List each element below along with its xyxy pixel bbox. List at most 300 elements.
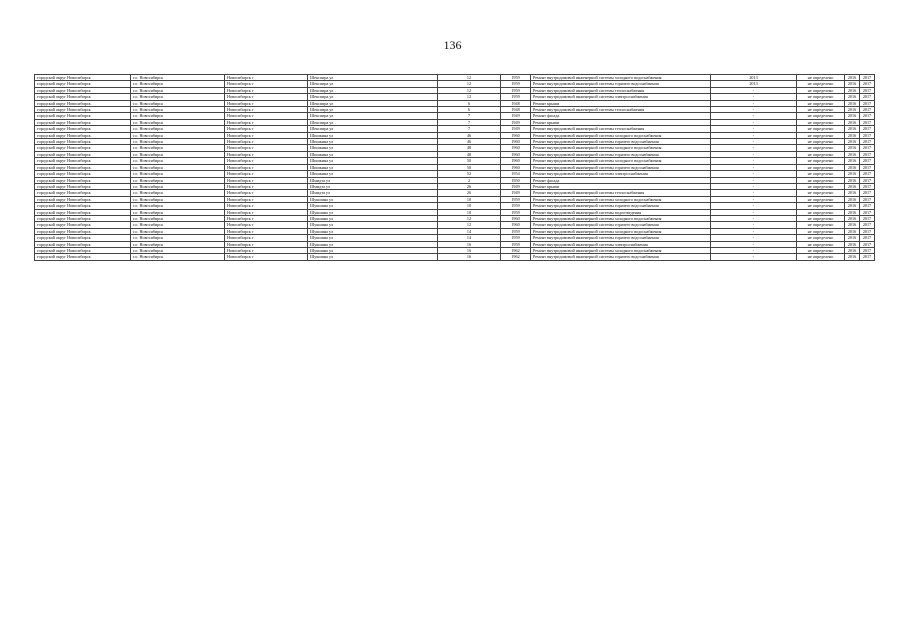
build-year-cell: 1960	[501, 222, 531, 228]
city-cell: Новосибирск г	[225, 94, 308, 100]
repair-schedule-table	[34, 74, 875, 261]
end-year-cell: 2017	[860, 177, 875, 183]
work-type-cell: Ремонт внутридомовой инженерной системы холодного водоснабжения	[531, 158, 711, 164]
street-cell: Шукшина ул	[308, 235, 438, 241]
cost-cell: не определено	[797, 139, 845, 145]
district-cell: г.о. Новосибирск	[131, 81, 225, 87]
district-cell: г.о. Новосибирск	[131, 151, 225, 157]
end-year-cell: 2017	[860, 119, 875, 125]
build-year-cell: 1949	[501, 190, 531, 196]
work-type-cell: Ремонт внутридомовой инженерной системы горячего водоснабжения	[531, 203, 711, 209]
cost-cell: не определено	[797, 183, 845, 189]
street-cell: Шукшина ул	[308, 222, 438, 228]
end-year-cell: 2017	[860, 228, 875, 234]
prior-year-cell: -	[711, 145, 797, 151]
city-cell: Новосибирск г	[225, 126, 308, 132]
prior-year-cell: -	[711, 132, 797, 138]
district-cell: г.о. Новосибирск	[131, 183, 225, 189]
end-year-cell: 2017	[860, 222, 875, 228]
municipality-cell: городской округ Новосибирск	[35, 215, 131, 221]
build-year-cell: 1960	[501, 139, 531, 145]
cost-cell: не определено	[797, 254, 845, 260]
end-year-cell: 2017	[860, 107, 875, 113]
start-year-cell: 2016	[845, 228, 860, 234]
end-year-cell: 2017	[860, 183, 875, 189]
cost-cell: не определено	[797, 247, 845, 253]
end-year-cell: 2017	[860, 196, 875, 202]
house-number-cell: 52	[438, 171, 501, 177]
start-year-cell: 2016	[845, 139, 860, 145]
start-year-cell: 2016	[845, 119, 860, 125]
house-number-cell: 12	[438, 222, 501, 228]
table-row	[35, 254, 875, 260]
street-cell: Шмидта ул	[308, 177, 438, 183]
build-year-cell: 1959	[501, 75, 531, 81]
start-year-cell: 2016	[845, 81, 860, 87]
end-year-cell: 2017	[860, 81, 875, 87]
work-type-cell: Ремонт внутридомовой инженерной системы холодного водоснабжения	[531, 132, 711, 138]
start-year-cell: 2016	[845, 241, 860, 247]
cost-cell: не определено	[797, 164, 845, 170]
street-cell: Шекспира ул	[308, 119, 438, 125]
prior-year-cell: -	[711, 235, 797, 241]
prior-year-cell: -	[711, 177, 797, 183]
cost-cell: не определено	[797, 75, 845, 81]
work-type-cell: Ремонт внутридомовой инженерной системы теплоснабжения	[531, 107, 711, 113]
city-cell: Новосибирск г	[225, 158, 308, 164]
cost-cell: не определено	[797, 215, 845, 221]
work-type-cell: Ремонт внутридомовой инженерной системы горячего водоснабжения	[531, 151, 711, 157]
start-year-cell: 2016	[845, 222, 860, 228]
prior-year-cell: -	[711, 158, 797, 164]
work-type-cell: Ремонт внутридомовой инженерной системы холодного водоснабжения	[531, 75, 711, 81]
work-type-cell: Ремонт крыши	[531, 183, 711, 189]
district-cell: г.о. Новосибирск	[131, 190, 225, 196]
start-year-cell: 2016	[845, 190, 860, 196]
build-year-cell: 1959	[501, 241, 531, 247]
cost-cell: не определено	[797, 235, 845, 241]
street-cell: Шукшина ул	[308, 228, 438, 234]
end-year-cell: 2017	[860, 215, 875, 221]
city-cell: Новосибирск г	[225, 132, 308, 138]
build-year-cell: 1959	[501, 81, 531, 87]
work-type-cell: Ремонт внутридомовой инженерной системы теплоснабжения	[531, 190, 711, 196]
work-type-cell: Ремонт внутридомовой инженерной системы водоотведения	[531, 209, 711, 215]
street-cell: Шишкина ул	[308, 139, 438, 145]
city-cell: Новосибирск г	[225, 183, 308, 189]
prior-year-cell: -	[711, 107, 797, 113]
municipality-cell: городской округ Новосибирск	[35, 132, 131, 138]
municipality-cell: городской округ Новосибирск	[35, 119, 131, 125]
prior-year-cell: -	[711, 196, 797, 202]
municipality-cell: городской округ Новосибирск	[35, 87, 131, 93]
prior-year-cell: -	[711, 228, 797, 234]
work-type-cell: Ремонт внутридомовой инженерной системы холодного водоснабжения	[531, 215, 711, 221]
district-cell: г.о. Новосибирск	[131, 87, 225, 93]
prior-year-cell: -	[711, 164, 797, 170]
cost-cell: не определено	[797, 113, 845, 119]
cost-cell: не определено	[797, 119, 845, 125]
street-cell: Шукшина ул	[308, 196, 438, 202]
prior-year-cell: -	[711, 183, 797, 189]
cost-cell: не определено	[797, 177, 845, 183]
cost-cell: не определено	[797, 241, 845, 247]
house-number-cell: 16	[438, 241, 501, 247]
street-cell: Шукшина ул	[308, 254, 438, 260]
start-year-cell: 2016	[845, 215, 860, 221]
city-cell: Новосибирск г	[225, 247, 308, 253]
house-number-cell: 12	[438, 81, 501, 87]
end-year-cell: 2017	[860, 139, 875, 145]
prior-year-cell: -	[711, 119, 797, 125]
end-year-cell: 2017	[860, 203, 875, 209]
build-year-cell: 1949	[501, 113, 531, 119]
end-year-cell: 2017	[860, 158, 875, 164]
street-cell: Шишкина ул	[308, 158, 438, 164]
city-cell: Новосибирск г	[225, 203, 308, 209]
house-number-cell: 14	[438, 228, 501, 234]
municipality-cell: городской округ Новосибирск	[35, 158, 131, 164]
end-year-cell: 2017	[860, 247, 875, 253]
street-cell: Шекспира ул	[308, 126, 438, 132]
build-year-cell: 1959	[501, 203, 531, 209]
work-type-cell: Ремонт внутридомовой инженерной системы теплоснабжения	[531, 87, 711, 93]
cost-cell: не определено	[797, 94, 845, 100]
end-year-cell: 2017	[860, 126, 875, 132]
start-year-cell: 2016	[845, 126, 860, 132]
build-year-cell: 1950	[501, 177, 531, 183]
work-type-cell: Ремонт фасада	[531, 177, 711, 183]
start-year-cell: 2016	[845, 247, 860, 253]
city-cell: Новосибирск г	[225, 177, 308, 183]
city-cell: Новосибирск г	[225, 81, 308, 87]
house-number-cell: 2	[438, 177, 501, 183]
municipality-cell: городской округ Новосибирск	[35, 94, 131, 100]
start-year-cell: 2016	[845, 158, 860, 164]
city-cell: Новосибирск г	[225, 119, 308, 125]
cost-cell: не определено	[797, 126, 845, 132]
build-year-cell: 1960	[501, 145, 531, 151]
municipality-cell: городской округ Новосибирск	[35, 209, 131, 215]
end-year-cell: 2017	[860, 132, 875, 138]
municipality-cell: городской округ Новосибирск	[35, 145, 131, 151]
house-number-cell: 10	[438, 203, 501, 209]
work-type-cell: Ремонт внутридомовой инженерной системы горячего водоснабжения	[531, 235, 711, 241]
city-cell: Новосибирск г	[225, 235, 308, 241]
build-year-cell: 1948	[501, 100, 531, 106]
end-year-cell: 2017	[860, 94, 875, 100]
district-cell: г.о. Новосибирск	[131, 158, 225, 164]
street-cell: Шекспира ул	[308, 113, 438, 119]
city-cell: Новосибирск г	[225, 241, 308, 247]
cost-cell: не определено	[797, 190, 845, 196]
prior-year-cell: -	[711, 190, 797, 196]
municipality-cell: городской округ Новосибирск	[35, 75, 131, 81]
street-cell: Шишкина ул	[308, 145, 438, 151]
street-cell: Шукшина ул	[308, 241, 438, 247]
end-year-cell: 2017	[860, 190, 875, 196]
start-year-cell: 2016	[845, 203, 860, 209]
municipality-cell: городской округ Новосибирск	[35, 177, 131, 183]
municipality-cell: городской округ Новосибирск	[35, 235, 131, 241]
district-cell: г.о. Новосибирск	[131, 139, 225, 145]
work-type-cell: Ремонт внутридомовой инженерной системы холодного водоснабжения	[531, 228, 711, 234]
house-number-cell: 14	[438, 235, 501, 241]
district-cell: г.о. Новосибирск	[131, 215, 225, 221]
prior-year-cell: -	[711, 215, 797, 221]
district-cell: г.о. Новосибирск	[131, 222, 225, 228]
cost-cell: не определено	[797, 196, 845, 202]
house-number-cell: 16	[438, 247, 501, 253]
work-type-cell: Ремонт внутридомовой инженерной системы горячего водоснабжения	[531, 81, 711, 87]
district-cell: г.о. Новосибирск	[131, 164, 225, 170]
cost-cell: не определено	[797, 158, 845, 164]
build-year-cell: 1959	[501, 209, 531, 215]
prior-year-cell: -	[711, 151, 797, 157]
municipality-cell: городской округ Новосибирск	[35, 151, 131, 157]
house-number-cell: 12	[438, 215, 501, 221]
start-year-cell: 2016	[845, 254, 860, 260]
build-year-cell: 1949	[501, 119, 531, 125]
street-cell: Шишкина ул	[308, 132, 438, 138]
build-year-cell: 1960	[501, 158, 531, 164]
house-number-cell: 50	[438, 158, 501, 164]
cost-cell: не определено	[797, 81, 845, 87]
street-cell: Шмидта ул	[308, 190, 438, 196]
start-year-cell: 2016	[845, 209, 860, 215]
municipality-cell: городской округ Новосибирск	[35, 203, 131, 209]
work-type-cell: Ремонт внутридомовой инженерной системы электроснабжения	[531, 171, 711, 177]
build-year-cell: 1954	[501, 171, 531, 177]
city-cell: Новосибирск г	[225, 107, 308, 113]
prior-year-cell: -	[711, 139, 797, 145]
municipality-cell: городской округ Новосибирск	[35, 113, 131, 119]
street-cell: Шукшина ул	[308, 247, 438, 253]
build-year-cell: 1960	[501, 215, 531, 221]
city-cell: Новосибирск г	[225, 75, 308, 81]
start-year-cell: 2016	[845, 235, 860, 241]
house-number-cell: 48	[438, 145, 501, 151]
district-cell: г.о. Новосибирск	[131, 132, 225, 138]
start-year-cell: 2016	[845, 94, 860, 100]
cost-cell: не определено	[797, 100, 845, 106]
city-cell: Новосибирск г	[225, 171, 308, 177]
start-year-cell: 2016	[845, 145, 860, 151]
prior-year-cell: -	[711, 222, 797, 228]
municipality-cell: городской округ Новосибирск	[35, 228, 131, 234]
start-year-cell: 2016	[845, 151, 860, 157]
cost-cell: не определено	[797, 145, 845, 151]
work-type-cell: Ремонт внутридомовой инженерной системы горячего водоснабжения	[531, 164, 711, 170]
street-cell: Шекспира ул	[308, 107, 438, 113]
end-year-cell: 2017	[860, 151, 875, 157]
work-type-cell: Ремонт крыши	[531, 119, 711, 125]
city-cell: Новосибирск г	[225, 215, 308, 221]
house-number-cell: 7	[438, 113, 501, 119]
end-year-cell: 2017	[860, 87, 875, 93]
prior-year-cell: -	[711, 87, 797, 93]
city-cell: Новосибирск г	[225, 139, 308, 145]
start-year-cell: 2016	[845, 113, 860, 119]
district-cell: г.о. Новосибирск	[131, 171, 225, 177]
end-year-cell: 2017	[860, 171, 875, 177]
work-type-cell: Ремонт внутридомовой инженерной системы горячего водоснабжения	[531, 139, 711, 145]
house-number-cell: 12	[438, 75, 501, 81]
house-number-cell: 10	[438, 196, 501, 202]
street-cell: Шекспира ул	[308, 100, 438, 106]
work-type-cell: Ремонт внутридомовой инженерной системы холодного водоснабжения	[531, 247, 711, 253]
district-cell: г.о. Новосибирск	[131, 94, 225, 100]
prior-year-cell: -	[711, 247, 797, 253]
work-type-cell: Ремонт внутридомовой инженерной системы электроснабжения	[531, 94, 711, 100]
house-number-cell: 6	[438, 107, 501, 113]
cost-cell: не определено	[797, 151, 845, 157]
end-year-cell: 2017	[860, 209, 875, 215]
start-year-cell: 2016	[845, 75, 860, 81]
street-cell: Шекспира ул	[308, 87, 438, 93]
district-cell: г.о. Новосибирск	[131, 196, 225, 202]
district-cell: г.о. Новосибирск	[131, 145, 225, 151]
work-type-cell: Ремонт внутридомовой инженерной системы электроснабжения	[531, 241, 711, 247]
build-year-cell: 1948	[501, 107, 531, 113]
build-year-cell: 1962	[501, 247, 531, 253]
house-number-cell: 12	[438, 94, 501, 100]
house-number-cell: 16	[438, 254, 501, 260]
house-number-cell: 46	[438, 132, 501, 138]
street-cell: Шекспира ул	[308, 75, 438, 81]
end-year-cell: 2017	[860, 254, 875, 260]
table-body	[35, 75, 875, 261]
end-year-cell: 2017	[860, 75, 875, 81]
build-year-cell: 1960	[501, 164, 531, 170]
district-cell: г.о. Новосибирск	[131, 75, 225, 81]
municipality-cell: городской округ Новосибирск	[35, 139, 131, 145]
street-cell: Шекспира ул	[308, 94, 438, 100]
district-cell: г.о. Новосибирск	[131, 113, 225, 119]
work-type-cell: Ремонт внутридомовой инженерной системы холодного водоснабжения	[531, 196, 711, 202]
district-cell: г.о. Новосибирск	[131, 235, 225, 241]
city-cell: Новосибирск г	[225, 87, 308, 93]
prior-year-cell: -	[711, 254, 797, 260]
build-year-cell: 1959	[501, 235, 531, 241]
municipality-cell: городской округ Новосибирск	[35, 126, 131, 132]
cost-cell: не определено	[797, 209, 845, 215]
district-cell: г.о. Новосибирск	[131, 126, 225, 132]
city-cell: Новосибирск г	[225, 145, 308, 151]
street-cell: Шукшина ул	[308, 215, 438, 221]
city-cell: Новосибирск г	[225, 164, 308, 170]
district-cell: г.о. Новосибирск	[131, 203, 225, 209]
municipality-cell: городской округ Новосибирск	[35, 222, 131, 228]
street-cell: Шишкина ул	[308, 171, 438, 177]
district-cell: г.о. Новосибирск	[131, 119, 225, 125]
city-cell: Новосибирск г	[225, 209, 308, 215]
end-year-cell: 2017	[860, 145, 875, 151]
cost-cell: не определено	[797, 228, 845, 234]
street-cell: Шишкина ул	[308, 164, 438, 170]
district-cell: г.о. Новосибирск	[131, 209, 225, 215]
build-year-cell: 1949	[501, 183, 531, 189]
build-year-cell: 1949	[501, 126, 531, 132]
prior-year-cell: 2013	[711, 75, 797, 81]
city-cell: Новосибирск г	[225, 228, 308, 234]
end-year-cell: 2017	[860, 235, 875, 241]
street-cell: Шишкина ул	[308, 151, 438, 157]
municipality-cell: городской округ Новосибирск	[35, 183, 131, 189]
municipality-cell: городской округ Новосибирск	[35, 247, 131, 253]
prior-year-cell: -	[711, 203, 797, 209]
house-number-cell: 48	[438, 151, 501, 157]
municipality-cell: городской округ Новосибирск	[35, 81, 131, 87]
work-type-cell: Ремонт внутридомовой инженерной системы холодного водоснабжения	[531, 145, 711, 151]
cost-cell: не определено	[797, 171, 845, 177]
municipality-cell: городской округ Новосибирск	[35, 190, 131, 196]
build-year-cell: 1960	[501, 151, 531, 157]
district-cell: г.о. Новосибирск	[131, 228, 225, 234]
start-year-cell: 2016	[845, 171, 860, 177]
street-cell: Шмидта ул	[308, 183, 438, 189]
city-cell: Новосибирск г	[225, 113, 308, 119]
start-year-cell: 2016	[845, 87, 860, 93]
municipality-cell: городской округ Новосибирск	[35, 171, 131, 177]
start-year-cell: 2016	[845, 164, 860, 170]
house-number-cell: 12	[438, 87, 501, 93]
street-cell: Шукшина ул	[308, 203, 438, 209]
municipality-cell: городской округ Новосибирск	[35, 164, 131, 170]
house-number-cell: 46	[438, 139, 501, 145]
cost-cell: не определено	[797, 107, 845, 113]
district-cell: г.о. Новосибирск	[131, 100, 225, 106]
build-year-cell: 1962	[501, 254, 531, 260]
prior-year-cell: -	[711, 94, 797, 100]
city-cell: Новосибирск г	[225, 196, 308, 202]
district-cell: г.о. Новосибирск	[131, 241, 225, 247]
city-cell: Новосибирск г	[225, 254, 308, 260]
street-cell: Шукшина ул	[308, 209, 438, 215]
prior-year-cell: 2013	[711, 81, 797, 87]
house-number-cell: 50	[438, 164, 501, 170]
district-cell: г.о. Новосибирск	[131, 247, 225, 253]
start-year-cell: 2016	[845, 100, 860, 106]
house-number-cell: 6	[438, 100, 501, 106]
municipality-cell: городской округ Новосибирск	[35, 107, 131, 113]
prior-year-cell: -	[711, 171, 797, 177]
end-year-cell: 2017	[860, 113, 875, 119]
district-cell: г.о. Новосибирск	[131, 107, 225, 113]
work-type-cell: Ремонт внутридомовой инженерной системы горячего водоснабжения	[531, 222, 711, 228]
city-cell: Новосибирск г	[225, 222, 308, 228]
start-year-cell: 2016	[845, 107, 860, 113]
prior-year-cell: -	[711, 100, 797, 106]
build-year-cell: 1960	[501, 132, 531, 138]
district-cell: г.о. Новосибирск	[131, 254, 225, 260]
work-type-cell: Ремонт внутридомовой инженерной системы теплоснабжения	[531, 126, 711, 132]
house-number-cell: 10	[438, 209, 501, 215]
build-year-cell: 1959	[501, 87, 531, 93]
house-number-cell: 26	[438, 183, 501, 189]
build-year-cell: 1959	[501, 196, 531, 202]
start-year-cell: 2016	[845, 132, 860, 138]
house-number-cell: 7	[438, 126, 501, 132]
prior-year-cell: -	[711, 241, 797, 247]
district-cell: г.о. Новосибирск	[131, 177, 225, 183]
end-year-cell: 2017	[860, 164, 875, 170]
municipality-cell: городской округ Новосибирск	[35, 100, 131, 106]
start-year-cell: 2016	[845, 196, 860, 202]
build-year-cell: 1959	[501, 228, 531, 234]
cost-cell: не определено	[797, 203, 845, 209]
municipality-cell: городской округ Новосибирск	[35, 241, 131, 247]
